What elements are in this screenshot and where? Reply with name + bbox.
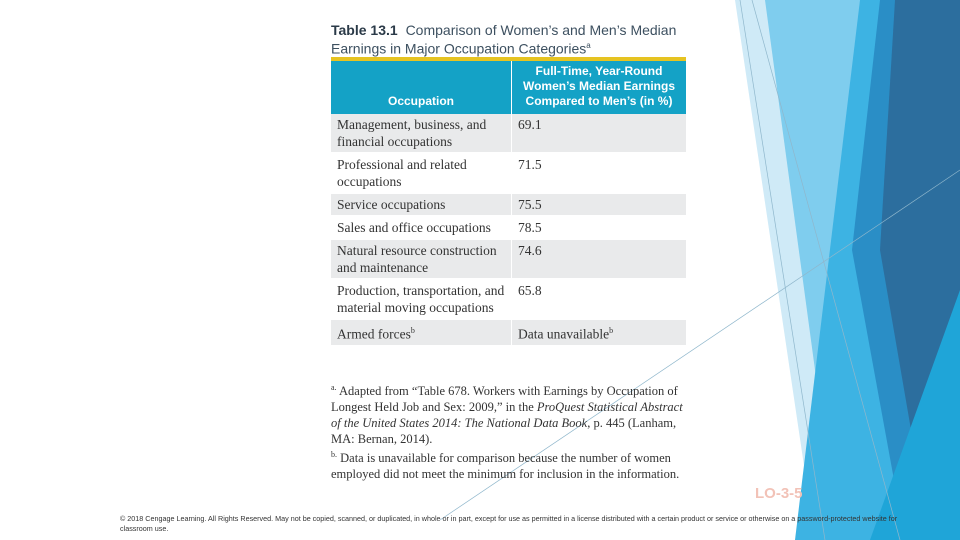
footnote-b-marker: b. [331,450,337,460]
occupation-cell: Production, transportation, and material moving occupations [331,279,512,319]
occupation-cell: Service occupations [331,193,512,216]
occupation-cell-armed-forces [331,319,512,346]
footnote-a-source: ProQuest Statistical Abstract of the United States 2014: The National Data Book [331,399,683,430]
footnote-a [331,380,691,447]
table-footnotes [331,380,691,483]
table-row [331,153,686,193]
table-row [331,319,686,346]
table-row [331,239,686,279]
table-title [331,22,691,57]
earnings-text: Data unavailable [518,326,610,342]
occupation-cell: Natural resource construction and maintenance [331,239,512,279]
earnings-cell: 69.1 [512,114,687,153]
earnings-table [331,61,686,347]
footnote-a-marker: a. [331,383,337,392]
earnings-cell: 65.8 [512,279,687,319]
table-title-text: Comparison of Women’s and Men’s Median Earnings in Major Occupation Categories [331,22,677,57]
table-title-note: a [586,41,591,50]
earnings-cell-armed-forces [512,319,687,346]
footnote-b [331,447,691,483]
footnote-b-text: Data is unavailable for comparison because the number of women employed did not meet the minimum for inclusion in the information. [331,451,680,482]
earnings-cell: 74.6 [512,239,687,279]
footnote-a-text-1: Adapted from “Table 678. Workers with Earnings by Occupation of Longest Held Job and Sex: 2009,” in the [331,384,678,414]
column-header-earnings: Full-Time, Year-Round Women’s Median Earnings Compared to Men’s (in %) [512,61,687,114]
table-row [331,114,686,153]
occupation-text: Armed forces [337,326,411,342]
earnings-cell: 71.5 [512,153,687,193]
earnings-cell: 75.5 [512,193,687,216]
table-header-row [331,61,686,114]
footnote-a-text-2: , p. 445 (Lanham, MA: Bernan, 2014). [331,415,677,446]
table-row [331,279,686,319]
learning-objective-label: LO-3-5 [755,485,803,502]
copyright-notice: © 2018 Cengage Learning. All Rights Reserved. May not be copied, scanned, or duplicated, in whole or in part, except for use as permitted in a license distributed with a certain product or service or otherwise on a password-protected website for classroom use. [120,514,898,533]
column-header-occupation: Occupation [331,61,512,114]
table-number: Table 13.1 [331,22,398,38]
table-row [331,193,686,216]
occupation-cell: Professional and related occupations [331,153,512,193]
occupation-cell: Sales and office occupations [331,216,512,239]
earnings-cell: 78.5 [512,216,687,239]
table-row [331,216,686,239]
footnote-marker: b [609,326,614,335]
occupation-cell: Management, business, and financial occupations [331,114,512,153]
footnote-marker: b [410,326,415,335]
